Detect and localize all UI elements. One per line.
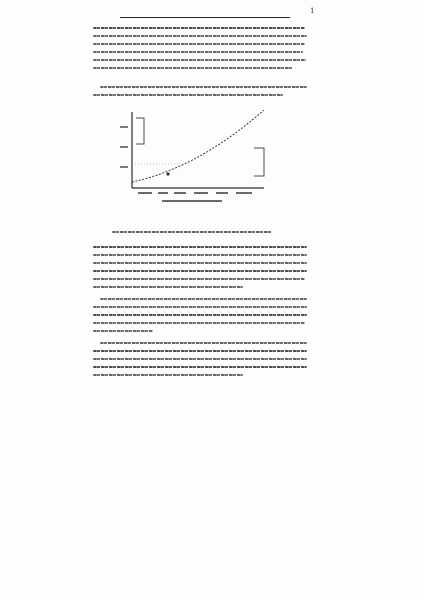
y-tick-labels bbox=[120, 126, 128, 168]
bracket-right bbox=[254, 148, 264, 176]
axis-tick-labels bbox=[138, 192, 252, 202]
header-rule bbox=[120, 17, 290, 18]
bracket-left bbox=[136, 118, 144, 144]
figure-plot bbox=[118, 104, 288, 224]
page-number: 1 bbox=[310, 7, 315, 15]
curve bbox=[132, 110, 264, 182]
figure bbox=[118, 104, 288, 224]
caption-line bbox=[112, 231, 272, 233]
marker bbox=[166, 172, 169, 175]
